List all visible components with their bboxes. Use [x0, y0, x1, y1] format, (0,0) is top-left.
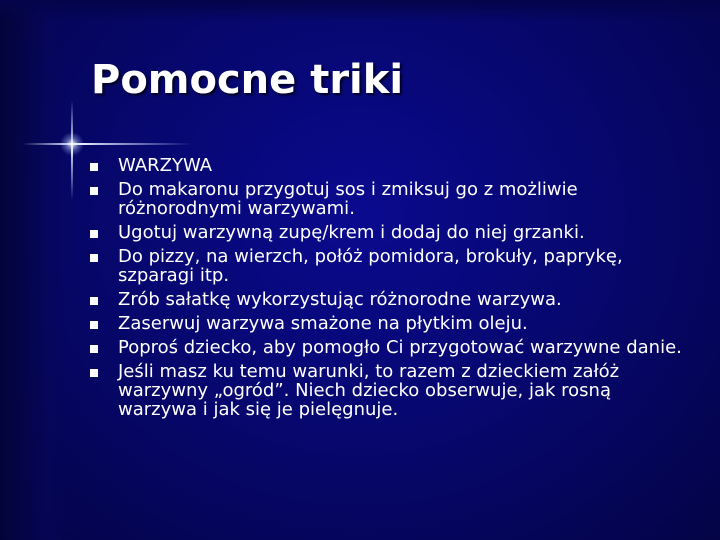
bullet-text: WARZYWA: [118, 155, 213, 176]
square-bullet-icon: [90, 163, 98, 171]
bullet-list: [90, 156, 690, 424]
bullet-text: Do makaronu przygotuj sos i zmiksuj go z możliwie różnorodnymi warzywami.: [118, 179, 578, 219]
bullet-item: [90, 338, 690, 357]
slide-frame-top: [0, 0, 720, 22]
bullet-item: [90, 314, 690, 333]
slide-frame-left: [0, 0, 68, 540]
slide-title: Pomocne triki: [91, 57, 404, 103]
bullet-text: Poproś dziecko, aby pomogło Ci przygotować warzywne danie.: [118, 337, 682, 358]
bullet-item: [90, 180, 690, 218]
bullet-item: [90, 290, 690, 309]
square-bullet-icon: [90, 254, 98, 262]
square-bullet-icon: [90, 297, 98, 305]
sparkle-decoration-horizontal: [22, 143, 192, 145]
bullet-item: [90, 247, 690, 285]
bullet-text: Zaserwuj warzywa smażone na płytkim oleju.: [118, 313, 528, 334]
bullet-item: [90, 223, 690, 242]
bullet-text: Zrób sałatkę wykorzystując różnorodne warzywa.: [118, 289, 562, 310]
bullet-item: [90, 156, 690, 175]
bullet-text: Jeśli masz ku temu warunki, to razem z dzieckiem załóż warzywny „ogród”. Niech dziecko obserwuje, jak rosną warzywa i jak się je pielęgnuje.: [118, 361, 620, 420]
square-bullet-icon: [90, 321, 98, 329]
bullet-text: Ugotuj warzywną zupę/krem i dodaj do niej grzanki.: [118, 222, 585, 243]
sparkle-icon: [60, 132, 84, 156]
square-bullet-icon: [90, 230, 98, 238]
square-bullet-icon: [90, 187, 98, 195]
square-bullet-icon: [90, 345, 98, 353]
bullet-item: [90, 362, 690, 419]
bullet-text: Do pizzy, na wierzch, połóż pomidora, brokuły, paprykę, szparagi itp.: [118, 246, 623, 286]
square-bullet-icon: [90, 369, 98, 377]
